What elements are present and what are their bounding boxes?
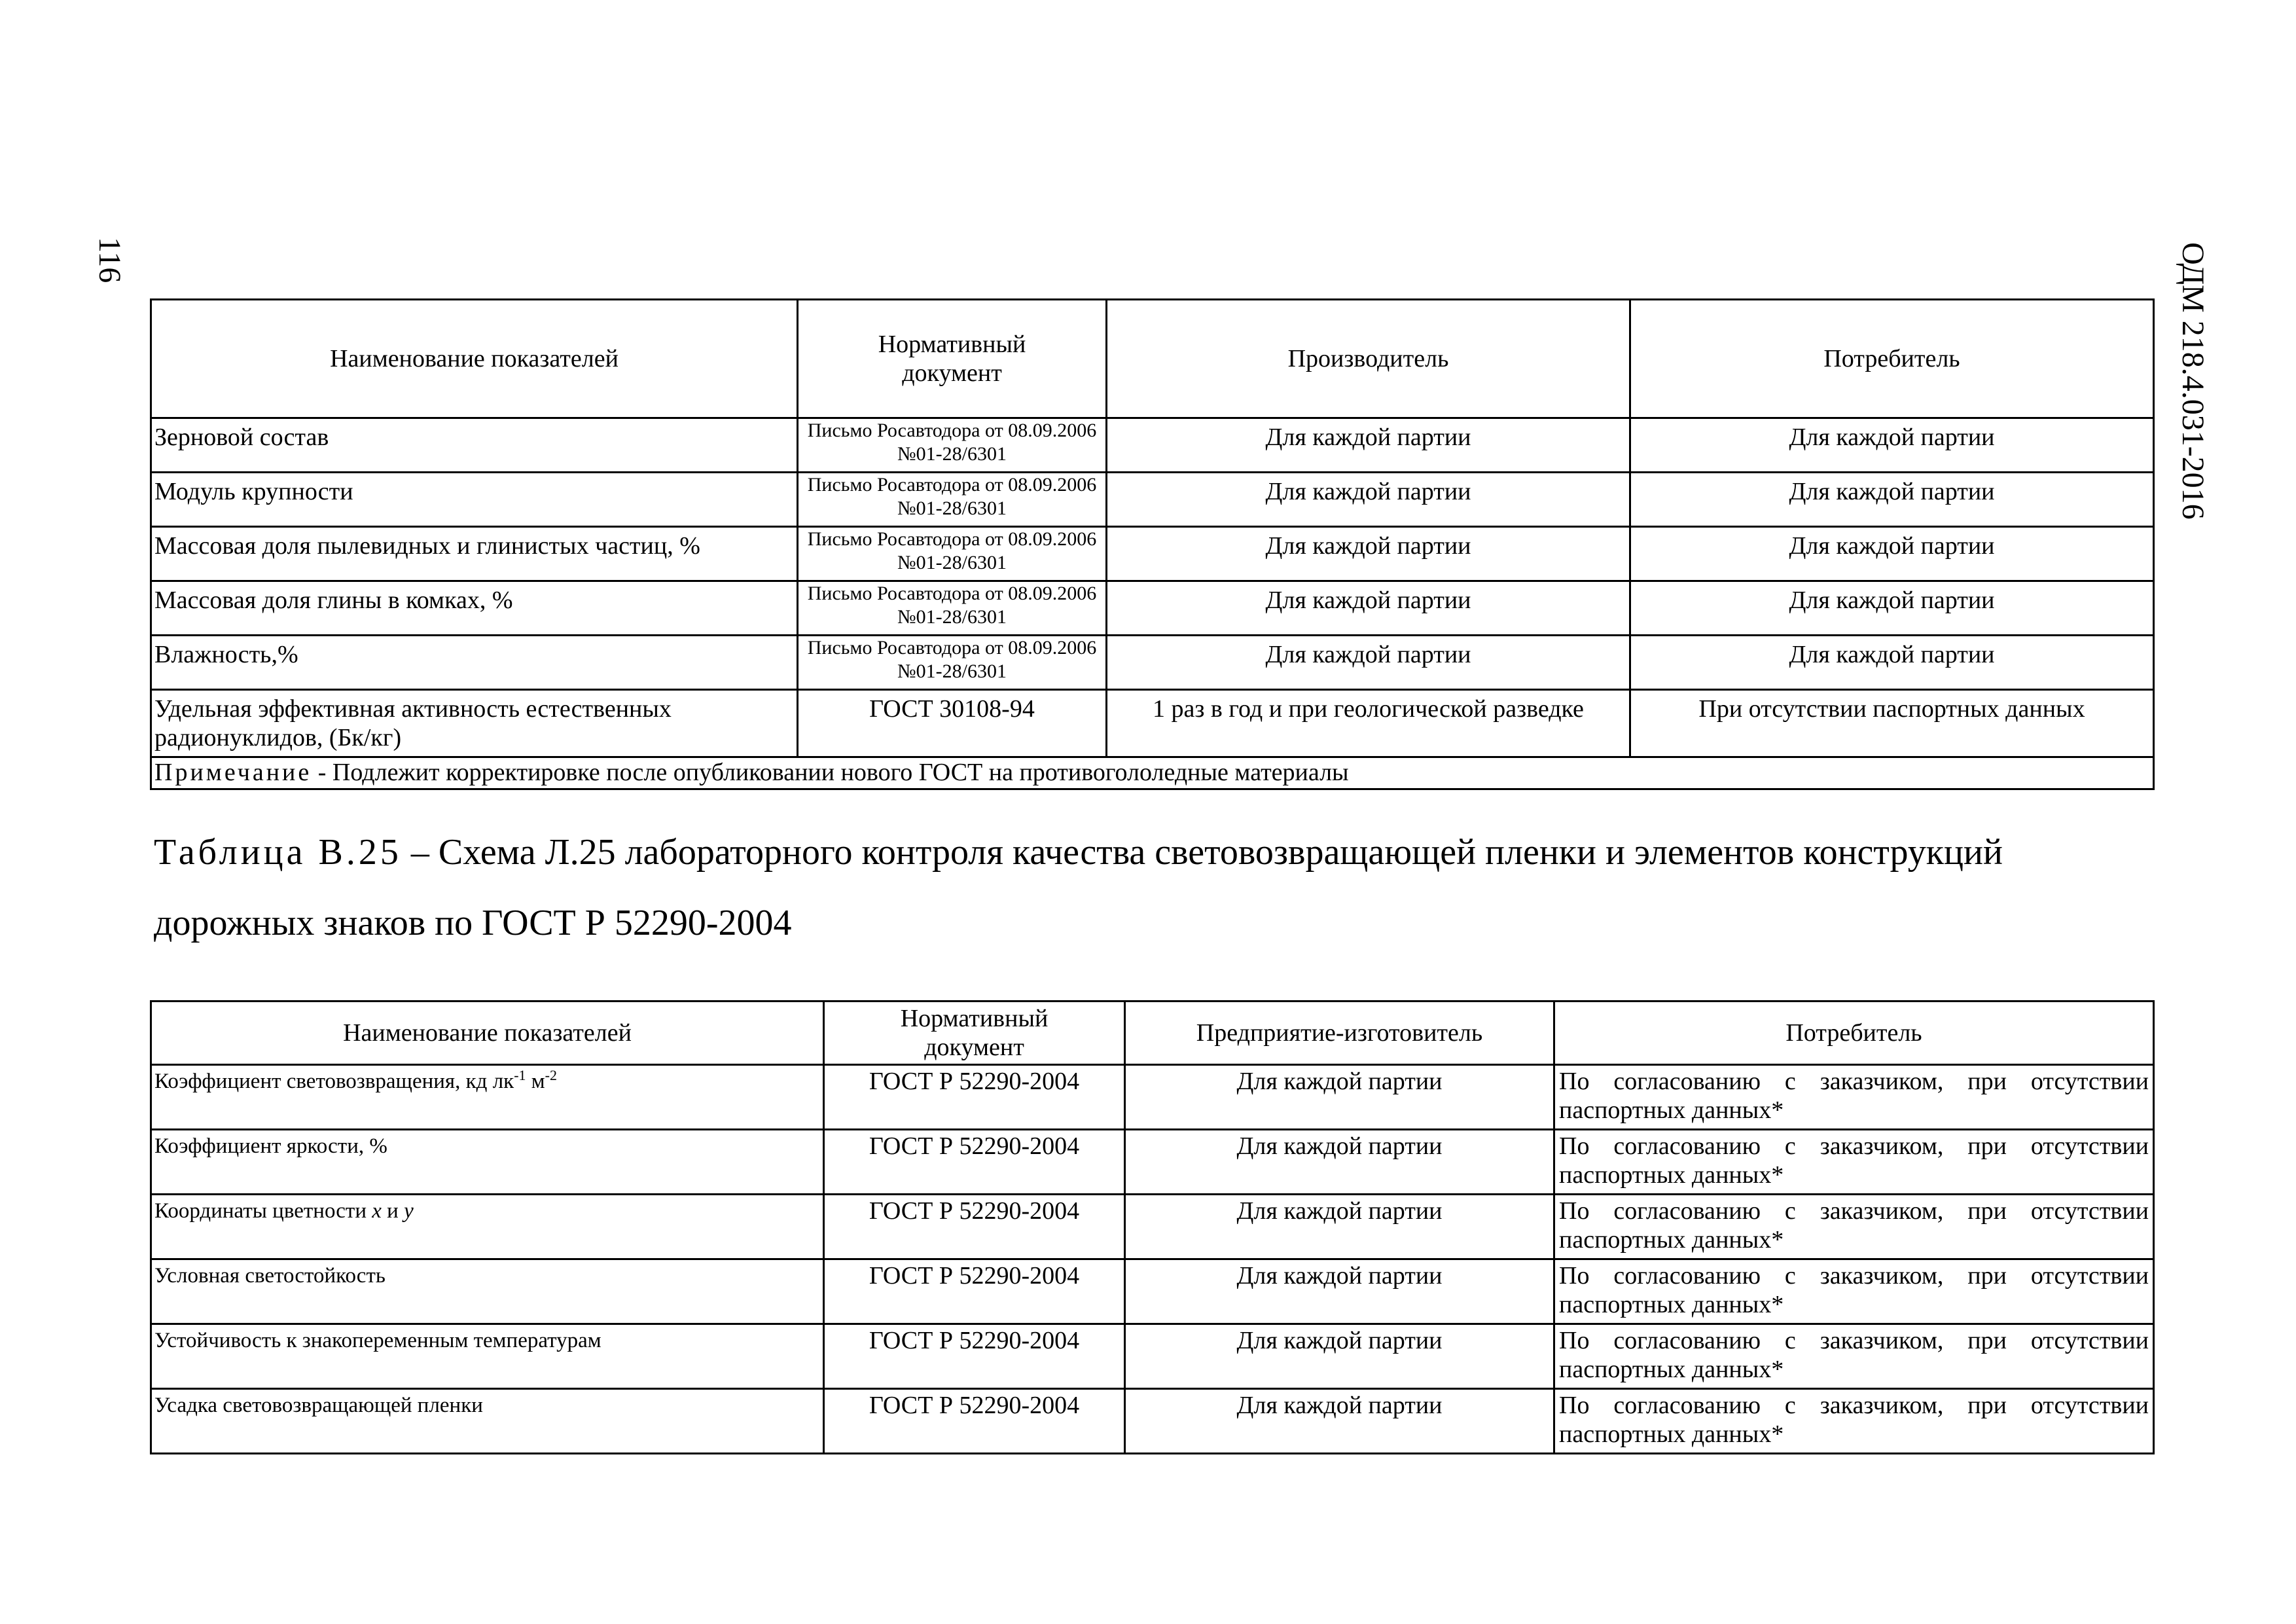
consumer-frequency: По согласованию с заказчиком, при отсутствии паспортных данных* [1554, 1389, 2154, 1454]
consumer-frequency: Для каждой партии [1630, 636, 2154, 690]
caption-label: Таблица В.25 [154, 832, 402, 873]
producer-frequency: Для каждой партии [1107, 527, 1630, 581]
indicator-name [151, 1065, 824, 1130]
document-code: ОДМ 218.4.031-2016 [2176, 242, 2210, 520]
consumer-frequency: По согласованию с заказчиком, при отсутствии паспортных данных* [1554, 1195, 2154, 1259]
table-row [151, 636, 2154, 690]
table-row [151, 1195, 2154, 1259]
consumer-frequency: По согласованию с заказчиком, при отсутствии паспортных данных* [1554, 1130, 2154, 1195]
consumer-frequency: Для каждой партии [1630, 581, 2154, 636]
consumer-frequency: При отсутствии паспортных данных [1630, 690, 2154, 757]
indicator-name: Усадка световозвращающей пленки [151, 1389, 824, 1454]
table-row [151, 1389, 2154, 1454]
indicator-name-text: Координаты цветности [154, 1199, 372, 1223]
table-header-row [151, 1001, 2154, 1065]
header-normative-doc: Нормативный документ [798, 300, 1107, 418]
manufacturer-frequency: Для каждой партии [1125, 1065, 1554, 1130]
producer-frequency: Для каждой партии [1107, 418, 1630, 473]
manufacturer-frequency: Для каждой партии [1125, 1259, 1554, 1324]
table-row [151, 473, 2154, 527]
table-row [151, 418, 2154, 473]
consumer-frequency: Для каждой партии [1630, 418, 2154, 473]
table-row [151, 527, 2154, 581]
normative-doc: ГОСТ Р 52290-2004 [824, 1259, 1125, 1324]
normative-doc: Письмо Росавтодора от 08.09.2006 №01-28/6301 [798, 527, 1107, 581]
normative-doc: ГОСТ Р 52290-2004 [824, 1195, 1125, 1259]
normative-doc: Письмо Росавтодора от 08.09.2006 №01-28/6301 [798, 473, 1107, 527]
manufacturer-frequency: Для каждой партии [1125, 1389, 1554, 1454]
conjunction: и [381, 1199, 404, 1223]
table-row [151, 690, 2154, 757]
indicator-name: Массовая доля глины в комках, % [151, 581, 798, 636]
manufacturer-frequency: Для каждой партии [1125, 1130, 1554, 1195]
indicator-name: Влажность,% [151, 636, 798, 690]
table-row [151, 581, 2154, 636]
note-text: - Подлежит корректировке после опубликовании нового ГОСТ на противогололедные материалы [312, 759, 1349, 786]
header-manufacturer: Предприятие-изготовитель [1125, 1001, 1554, 1065]
page-number: 116 [92, 237, 127, 283]
table-note-row [151, 757, 2154, 789]
unit-text: м [526, 1070, 545, 1093]
manufacturer-frequency: Для каждой партии [1125, 1195, 1554, 1259]
unit-exponent: -1 [514, 1067, 526, 1083]
normative-doc: Письмо Росавтодора от 08.09.2006 №01-28/6301 [798, 581, 1107, 636]
indicator-name [151, 1195, 824, 1259]
header-indicator-name: Наименование показателей [151, 1001, 824, 1065]
indicator-name: Коэффициент яркости, % [151, 1130, 824, 1195]
manufacturer-frequency: Для каждой партии [1125, 1324, 1554, 1389]
producer-frequency: 1 раз в год и при геологической разведке [1107, 690, 1630, 757]
normative-doc: ГОСТ Р 52290-2004 [824, 1065, 1125, 1130]
header-consumer: Потребитель [1630, 300, 2154, 418]
consumer-frequency: Для каждой партии [1630, 473, 2154, 527]
indicator-name: Устойчивость к знакопеременным температурам [151, 1324, 824, 1389]
normative-doc: ГОСТ 30108-94 [798, 690, 1107, 757]
table-header-row [151, 300, 2154, 418]
table-row [151, 1324, 2154, 1389]
indicator-name: Массовая доля пылевидных и глинистых частиц, % [151, 527, 798, 581]
normative-doc: Письмо Росавтодора от 08.09.2006 №01-28/6301 [798, 418, 1107, 473]
producer-frequency: Для каждой партии [1107, 581, 1630, 636]
header-indicator-name: Наименование показателей [151, 300, 798, 418]
producer-frequency: Для каждой партии [1107, 473, 1630, 527]
note-label: Примечание [154, 759, 312, 786]
normative-doc: ГОСТ Р 52290-2004 [824, 1324, 1125, 1389]
consumer-frequency: Для каждой партии [1630, 527, 2154, 581]
table-row [151, 1130, 2154, 1195]
header-producer: Производитель [1107, 300, 1630, 418]
unit-exponent: -2 [545, 1067, 557, 1083]
table-caption [154, 817, 2150, 958]
indicator-name-text: Коэффициент световозвращения, кд лк [154, 1070, 514, 1093]
table-note [151, 757, 2154, 789]
indicator-name: Зерновой состав [151, 418, 798, 473]
header-consumer: Потребитель [1554, 1001, 2154, 1065]
header-normative-doc: Нормативный документ [824, 1001, 1125, 1065]
producer-frequency: Для каждой партии [1107, 636, 1630, 690]
aggregate-control-table [150, 298, 2155, 790]
coord-x: x [372, 1199, 382, 1223]
indicator-name: Условная светостойкость [151, 1259, 824, 1324]
normative-doc: ГОСТ Р 52290-2004 [824, 1389, 1125, 1454]
retroreflective-film-control-table [150, 1000, 2155, 1454]
table-row [151, 1065, 2154, 1130]
consumer-frequency: По согласованию с заказчиком, при отсутствии паспортных данных* [1554, 1065, 2154, 1130]
consumer-frequency: По согласованию с заказчиком, при отсутствии паспортных данных* [1554, 1259, 2154, 1324]
coord-y: y [404, 1199, 414, 1223]
normative-doc: Письмо Росавтодора от 08.09.2006 №01-28/6301 [798, 636, 1107, 690]
caption-text: – Схема Л.25 лабораторного контроля качества световозвращающей пленки и элементов конструкций дорожных знаков по ГОСТ Р 52290-2004 [154, 832, 2003, 943]
table-row [151, 1259, 2154, 1324]
consumer-frequency: По согласованию с заказчиком, при отсутствии паспортных данных* [1554, 1324, 2154, 1389]
normative-doc: ГОСТ Р 52290-2004 [824, 1130, 1125, 1195]
indicator-name: Удельная эффективная активность естественных радионуклидов, (Бк/кг) [151, 690, 798, 757]
indicator-name: Модуль крупности [151, 473, 798, 527]
